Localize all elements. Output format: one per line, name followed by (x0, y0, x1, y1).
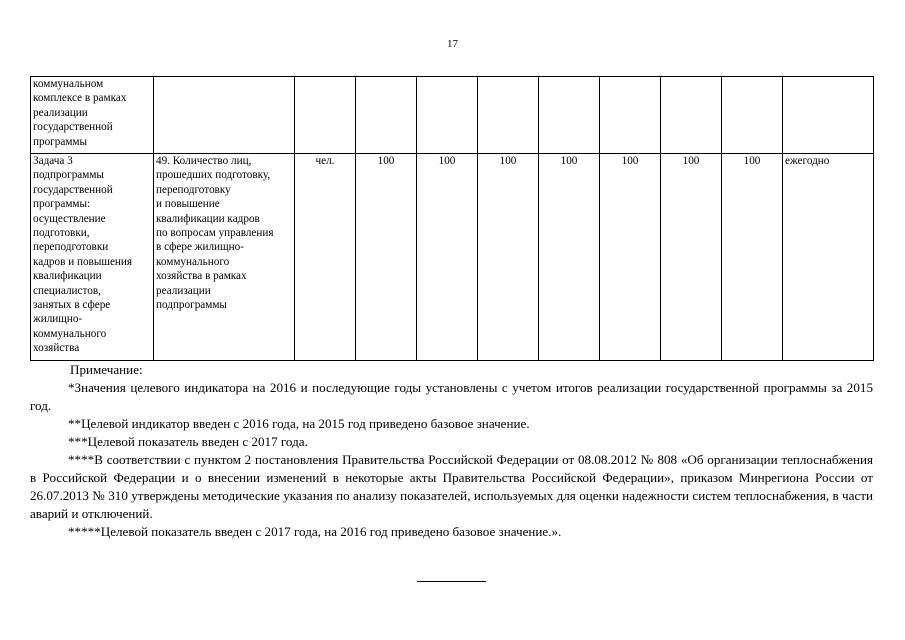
table-cell (295, 77, 356, 154)
table-cell (417, 77, 478, 154)
table-cell (478, 77, 539, 154)
note-item: **Целевой индикатор введен с 2016 года, на 2015 год приведено базовое значение. (68, 416, 530, 431)
note-item: *Значения целевого индикатора на 2016 и последующие годы установлены с учетом итогов реализации государственной программы за 2015 год. (30, 380, 873, 413)
note-item: ***Целевой показатель введен с 2017 года. (68, 434, 308, 449)
table-cell: чел. (295, 154, 356, 361)
table-cell (600, 77, 661, 154)
table-cell: 100 (478, 154, 539, 361)
table-row (31, 154, 874, 361)
notes-title: Примечание: (70, 362, 143, 377)
table-cell: 100 (539, 154, 600, 361)
table-cell: Задача 3 подпрограммы государственной программы: осуществление подготовки, переподготовки кадров и повышения квалификации специалистов, занятых в сфере жилищно- коммунального хозяйства (31, 154, 154, 361)
table-cell: 100 (661, 154, 722, 361)
table-cell: 100 (417, 154, 478, 361)
page-number: 17 (447, 38, 458, 50)
notes-section (30, 361, 873, 541)
note-item: ****В соответствии с пунктом 2 постановления Правительства Российской Федерации от 08.08.2012 № 808 «Об организации теплоснабжения в Российской Федерации и о внесении изменений в некоторые акты Правительства Российской Федерации», приказом Минрегиона России от 26.07.2013 № 310 утверждены методические указания по анализу показателей, используемых для оценки надежности систем теплоснабжения, в части аварий и отключений. (30, 452, 873, 521)
table-cell: 100 (356, 154, 417, 361)
table-cell: 100 (600, 154, 661, 361)
note-item: *****Целевой показатель введен с 2017 года, на 2016 год приведено базовое значение.». (68, 524, 562, 539)
table-cell (539, 77, 600, 154)
table-cell: ежегодно (783, 154, 874, 361)
table-cell (661, 77, 722, 154)
table-cell (783, 77, 874, 154)
table-cell: 100 (722, 154, 783, 361)
end-rule (417, 581, 486, 582)
table-cell (154, 77, 295, 154)
table-cell: 49. Количество лиц, прошедших подготовку, переподготовку и повышение квалификации кадров по вопросам управления в сфере жилищно- коммунального хозяйства в рамках реализации подпрограммы (154, 154, 295, 361)
table-cell (356, 77, 417, 154)
table-cell (722, 77, 783, 154)
indicators-table (30, 76, 874, 361)
table-row (31, 77, 874, 154)
table-cell: коммунальном комплексе в рамках реализации государственной программы (31, 77, 154, 154)
